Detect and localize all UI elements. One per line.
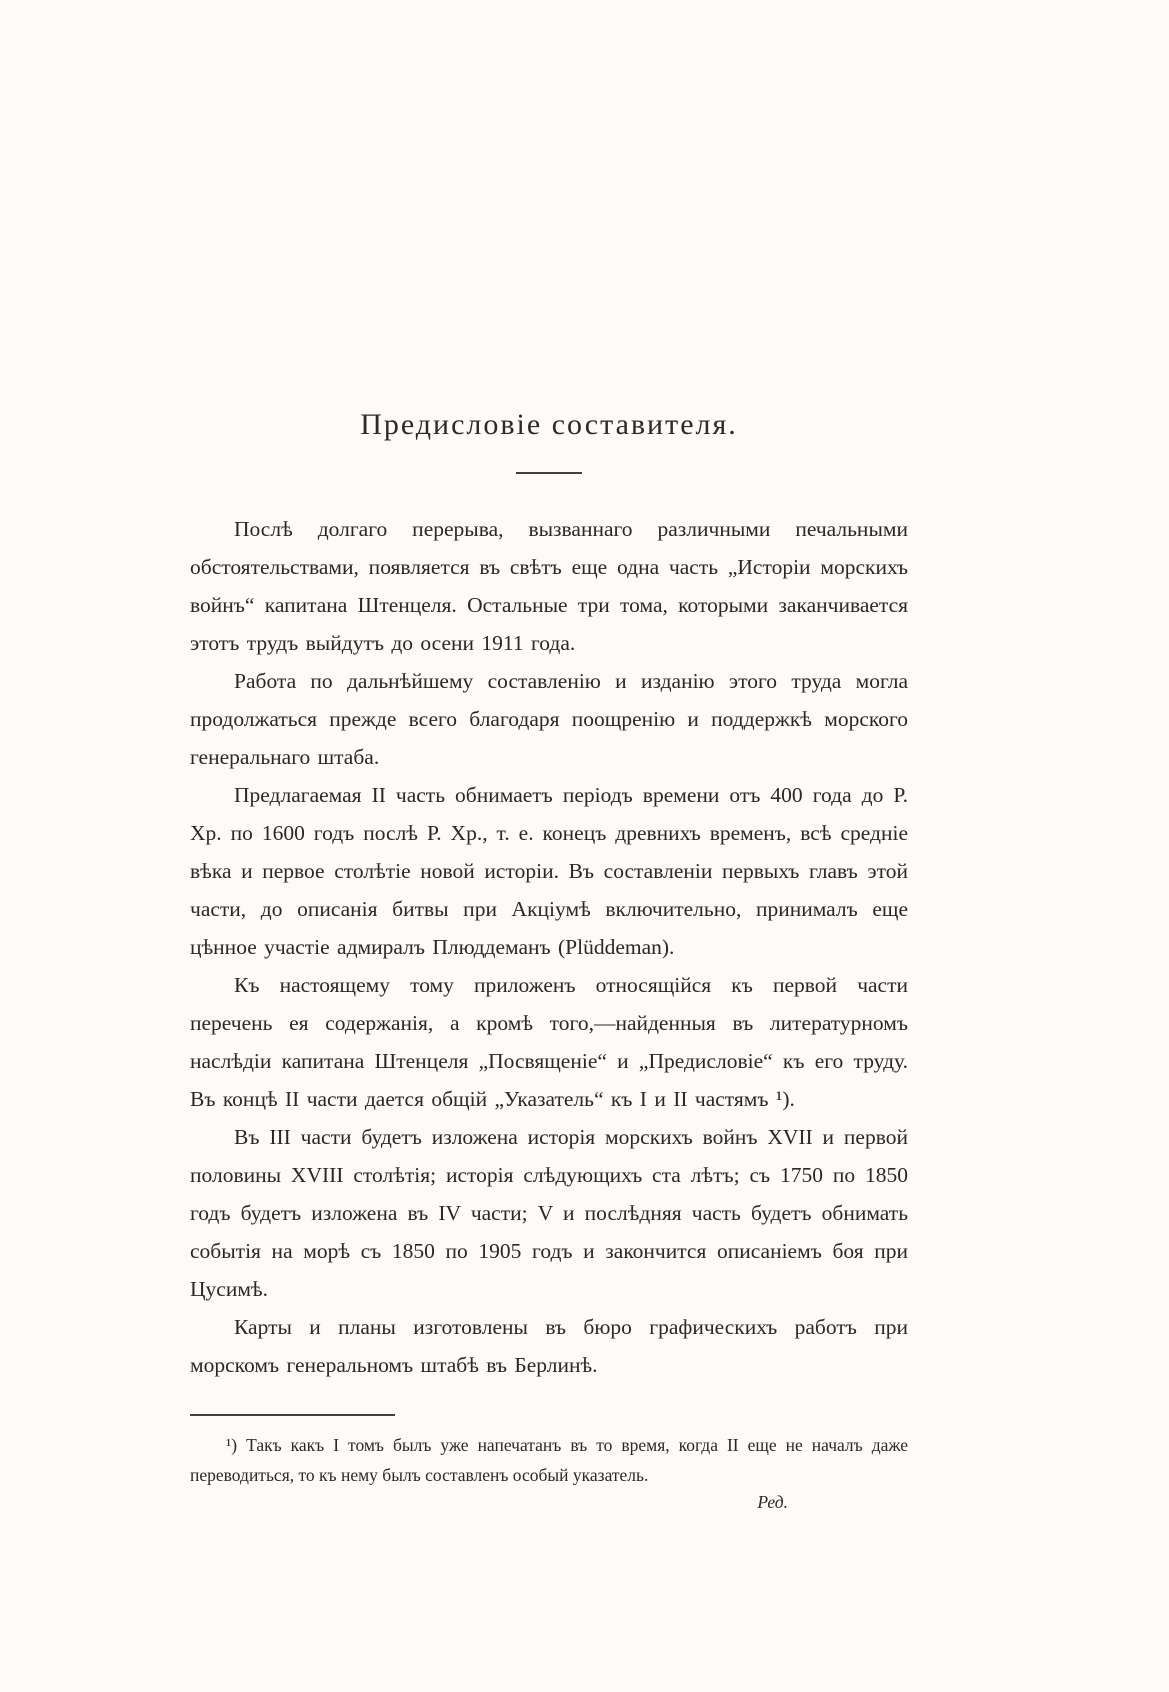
paragraph: Въ III части будетъ изложена исторія морскихъ войнъ XVII и первой половины XVIII столѣтія; исторія слѣдующихъ ста лѣтъ; съ 1750 по 1850 годъ будетъ изложена въ IV части; V и послѣдняя часть будетъ обнимать событія на морѣ съ 1850 по 1905 годъ и закончится описаніемъ боя при Цусимѣ.	[190, 1125, 908, 1301]
paragraph: Послѣ долгаго перерыва, вызваннаго различными печальными обстоятельствами, появляется въ свѣтъ еще одна часть „Исторіи морскихъ войнъ“ капитана Штенцеля. Остальные три тома, которыми заканчивается этотъ трудъ выйдутъ до осени 1911 года.	[190, 517, 908, 655]
footnote-signature: Ред.	[757, 1492, 788, 1512]
paragraph: Къ настоящему тому приложенъ относящійся къ первой части перечень ея содержанія, а кромѣ того,—найденныя въ литературномъ наслѣдіи капитана Штенцеля „Посвященіе“ и „Предисловіе“ къ его труду. Въ концѣ II части дается общій „Указатель“ къ I и II частямъ ¹).	[190, 973, 908, 1111]
paragraph: Предлагаемая II часть обнимаетъ періодъ времени отъ 400 года до Р. Хр. по 1600 годъ послѣ Р. Хр., т. е. конецъ древнихъ временъ, всѣ средніе вѣка и первое столѣтіе новой исторіи. Въ составленіи первыхъ главъ этой части, до описанія битвы при Акціумѣ включительно, принималъ еще цѣнное участіе адмиралъ Плюддеманъ (Plüddeman).	[190, 783, 908, 959]
paragraph: Работа по дальнѣйшему составленію и изданію этого труда могла продолжаться прежде всего благодаря поощренію и поддержкѣ морского генеральнаго штаба.	[190, 669, 908, 769]
footnote	[190, 1414, 908, 1513]
title-divider	[516, 472, 582, 474]
page-title: Предисловіе составителя.	[360, 408, 738, 441]
paragraph: Карты и планы изготовлены въ бюро графическихъ работъ при морскомъ генеральномъ штабѣ въ Берлинѣ.	[190, 1315, 908, 1377]
footnote-rule	[190, 1414, 395, 1416]
text-block	[190, 408, 908, 1513]
footnote-text: ¹) Такъ какъ I томъ былъ уже напечатанъ въ то время, когда II еще не началъ даже переводиться, то къ нему былъ составленъ особый указатель.	[190, 1435, 908, 1485]
